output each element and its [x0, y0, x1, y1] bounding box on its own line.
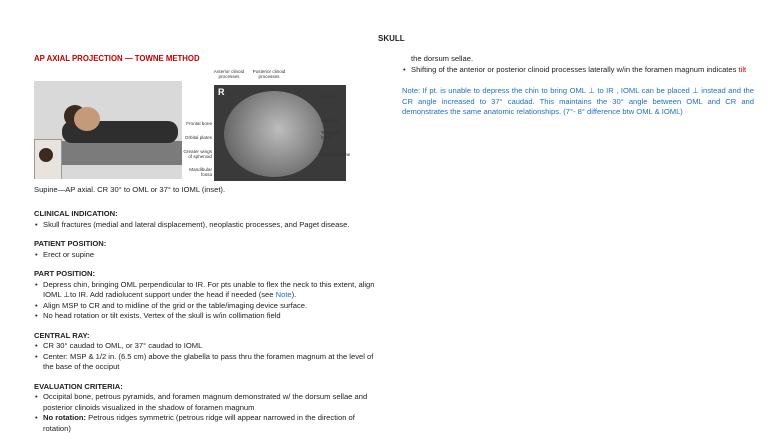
section-title: PART POSITION: — [34, 269, 96, 278]
label-frontal: Frontal bone — [186, 120, 212, 126]
positioning-figure — [34, 69, 346, 181]
label-posterior-clinoid: Posterior clinoid processes — [252, 68, 286, 79]
patient-photo — [34, 81, 182, 179]
section-heading: AP AXIAL PROJECTION — TOWNE METHOD — [34, 54, 200, 63]
list-item: • Skull fractures (medial and lateral displacement), neoplastic processes, and Paget disease. — [43, 220, 384, 231]
list-item: • Center: MSP & 1/2 in. (6.5 cm) above the glabella to pass thru the foramen magnum at the level of the base of the occiput — [43, 352, 384, 373]
label-parietal: Parietal — [321, 94, 337, 99]
list-item: • No head rotation or tilt exists. Vertex of the skull is w/in collimation field — [43, 311, 384, 322]
section-title: EVALUATION CRITERIA: — [34, 381, 123, 391]
side-marker: R — [218, 86, 225, 97]
label-greater-wings: Greater wings of sphenoid — [183, 148, 212, 159]
clinical-indication — [34, 209, 384, 230]
left-column — [34, 54, 384, 443]
note-link[interactable]: Note — [275, 290, 292, 299]
section-title: CLINICAL INDICATION: — [34, 209, 118, 218]
label-temporal: Temporal bone — [321, 130, 340, 141]
note-paragraph: Note: If pt. is unable to depress the chin to bring OML ⊥ to IR , IOML can be placed ⊥ instead and the CR angle increased to 37° caudad. This maintains the 30° angle between OML and CR and demonstrates the same anatomic relationships. (7°- 8° difference btw OML & IOML) — [402, 86, 754, 116]
patient-position — [34, 239, 384, 260]
label-dorsum: Dorsum sellae — [321, 152, 351, 157]
label-occipital: Occipital — [321, 118, 339, 123]
label-mandibular: Mandibular fossa — [189, 166, 212, 177]
item-text: Shifting of the anterior or posterior clinoid processes laterally w/in the foramen magnum indicates — [411, 64, 739, 74]
section-title: PATIENT POSITION: — [34, 239, 107, 248]
part-position — [34, 269, 384, 322]
inset-head — [39, 148, 53, 162]
label-orbital: Orbital plates — [184, 134, 212, 140]
inset-photo — [34, 139, 62, 179]
list-item: • Erect or supine — [43, 250, 384, 261]
list-item: • Align MSP to CR and to midline of the grid or the table/imaging device surface. — [43, 301, 384, 312]
patient-head — [74, 107, 100, 131]
evaluation-criteria — [34, 382, 384, 435]
list-item — [43, 413, 384, 434]
list-item — [411, 65, 754, 76]
tilt-word: tilt — [738, 64, 747, 74]
list-item: • CR 30° caudad to OML, or 37° caudad to IOML — [43, 341, 384, 352]
page-title: SKULL — [378, 34, 405, 43]
item-text: Petrous ridges symmetric (petrous ridge will appear narrowed in the direction of rotation) — [43, 413, 355, 433]
right-column — [402, 54, 754, 118]
list-item — [43, 280, 384, 301]
list-item: • Occipital bone, petrous pyramids, and foramen magnum demonstrated w/ the dorsum sellae and posterior clinoids visualized in the shadow of foramen magnum — [43, 392, 384, 413]
label-anterior-clinoid: Anterior clinoid processes — [213, 68, 245, 79]
skull-shape — [224, 91, 324, 177]
central-ray — [34, 331, 384, 373]
section-title: CENTRAL RAY: — [34, 330, 90, 340]
item-text: Depress chin, bringing OML perpendicular to IR. For pts unable to flex the neck to this extent, align IOML ⊥to IR. Add radiolucent support under the head if needed (see — [43, 279, 375, 299]
item-bold: No rotation: — [43, 413, 87, 422]
item-end: ). — [291, 290, 297, 299]
continued-text: the dorsum sellae. — [411, 54, 474, 63]
figure-caption: Supine—AP axial. CR 30° to OML or 37° to IOML (inset). — [34, 184, 226, 194]
